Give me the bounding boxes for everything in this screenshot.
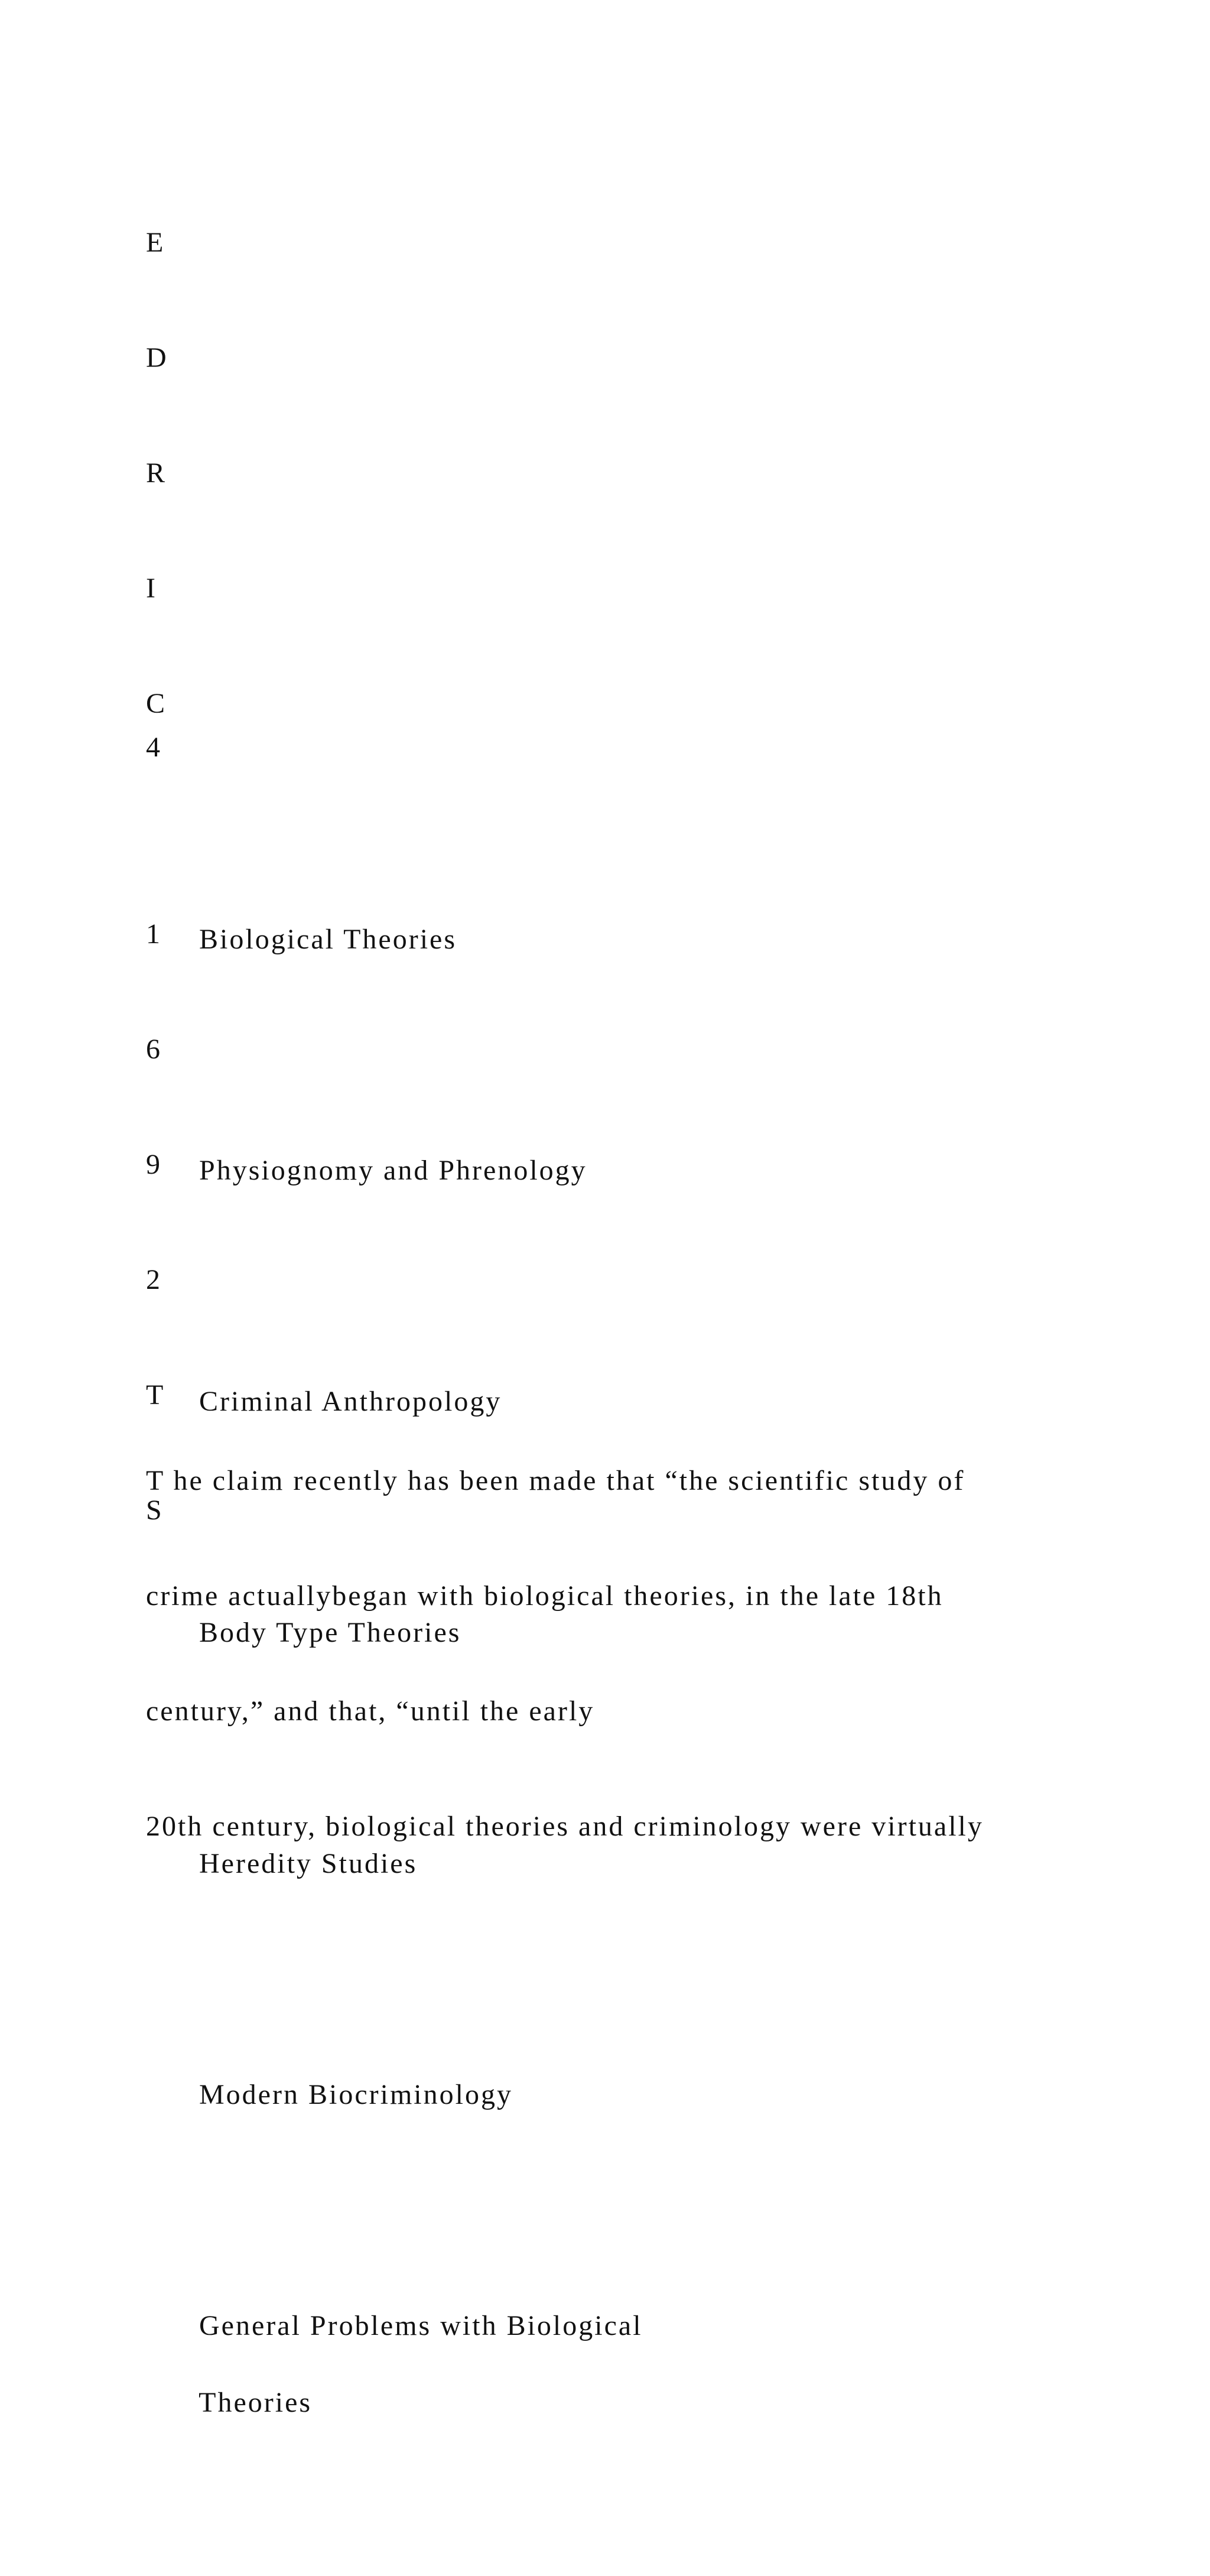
stamp-character: T	[146, 1379, 165, 1411]
paragraph-line: century,” and that, “until the early	[146, 1695, 595, 1727]
stamp-character: C	[146, 688, 167, 719]
paragraph-line: T he claim recently has been made that “the scientific study of	[146, 1465, 965, 1496]
outline-item-line: Criminal Anthropology	[199, 1386, 502, 1417]
outline-item-line: Biological Theories	[199, 924, 457, 955]
outline-item	[146, 1113, 643, 1228]
outline-item-line: Heredity Studies	[199, 1848, 418, 1879]
outline-item	[146, 2268, 643, 2460]
stamp-character: 9	[146, 1149, 162, 1180]
opening-paragraph	[146, 1385, 1198, 1922]
stamp-character: D	[146, 342, 168, 373]
outline-item-line: Physiognomy and Phrenology	[199, 1155, 587, 1186]
chapter-number: 4	[146, 732, 162, 763]
outline-item	[146, 2037, 643, 2152]
outline-item	[146, 882, 643, 997]
outline-item-line: Modern Biocriminology	[199, 2079, 513, 2110]
stamp-character: 2	[146, 1264, 162, 1295]
paragraph-line: 20th century, biological theories and criminology were virtually	[146, 1811, 984, 1842]
stamp-character: 1	[146, 918, 162, 950]
stamp-character: 6	[146, 1034, 162, 1065]
outline-item-line: General Problems with Biological	[199, 2310, 643, 2341]
stamp-character: S	[146, 1495, 164, 1526]
outline-item-line: Body Type Theories	[199, 1617, 461, 1648]
paragraph-line: crime actuallybegan with biological theories, in the late 18th	[146, 1580, 944, 1612]
stamp-character: I	[146, 573, 157, 604]
outline-item-line: Theories	[199, 2387, 313, 2418]
stamp-character: R	[146, 457, 167, 489]
stamp-character: E	[146, 227, 165, 258]
